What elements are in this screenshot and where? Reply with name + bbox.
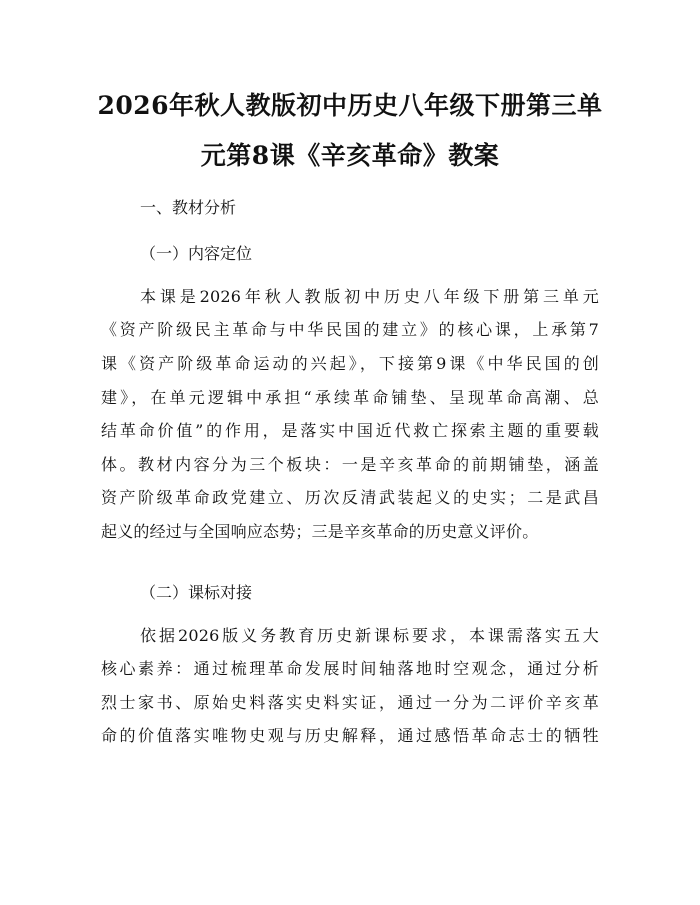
paragraph-line: 《资产阶级民主革命与中华民国的建立》的核心课，上承第7 (101, 320, 599, 339)
section-heading-textbook-analysis: 一、教材分析 (140, 198, 237, 217)
paragraph-line: 体。教材内容分为三个板块：一是辛亥革命的前期铺垫，涵盖 (101, 455, 599, 474)
paragraph-line: 课《资产阶级革命运动的兴起》，下接第9课《中华民国的创 (101, 354, 599, 373)
paragraph-line: 起义的经过与全国响应态势；三是辛亥革命的历史意义评价。 (101, 522, 539, 541)
paragraph-line: 资产阶级革命政党建立、历次反清武装起义的史实；二是武昌 (101, 488, 599, 507)
document-title-line-2: 元第8课《辛亥革命》教案 (200, 141, 500, 170)
subsection-heading-content-positioning: （一）内容定位 (140, 244, 253, 263)
paragraph-line: 烈士家书、原始史料落实史料实证，通过一分为二评价辛亥革 (101, 693, 599, 712)
document-title-line-1: 2026年秋人教版初中历史八年级下册第三单 (97, 91, 603, 120)
paragraph-line: 结革命价值”的作用，是落实中国近代救亡探索主题的重要载 (101, 421, 599, 440)
paragraph-line: 依据2026版义务教育历史新课标要求，本课需落实五大 (140, 626, 599, 645)
subsection-heading-curriculum-standards: （二）课标对接 (140, 583, 253, 602)
paragraph-line: 建》，在单元逻辑中承担“承续革命铺垫、呈现革命高潮、总 (101, 388, 599, 407)
paragraph-line: 核心素养：通过梳理革命发展时间轴落地时空观念，通过分析 (101, 659, 599, 678)
paragraph-line: 本课是2026年秋人教版初中历史八年级下册第三单元 (140, 287, 599, 306)
paragraph-line: 命的价值落实唯物史观与历史解释，通过感悟革命志士的牺牲 (101, 726, 599, 745)
